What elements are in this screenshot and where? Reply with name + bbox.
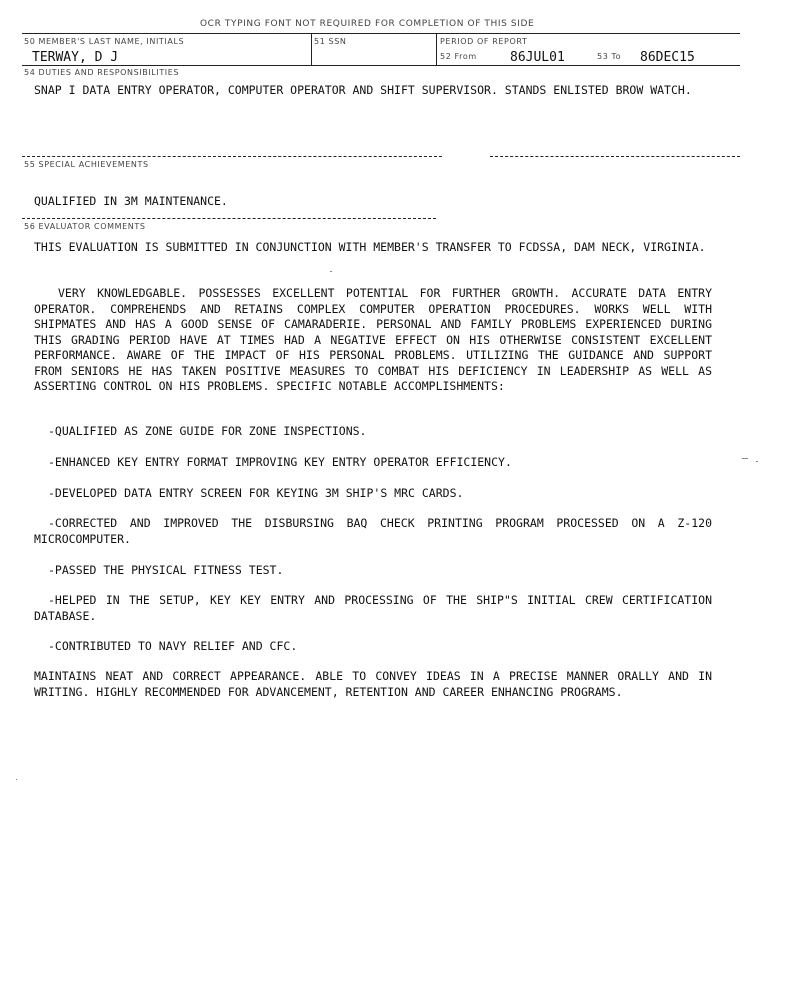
header-bottom-rule <box>22 65 740 66</box>
scan-speck <box>756 461 758 462</box>
achievements-text: QUALIFIED IN 3M MAINTENANCE. <box>34 194 228 208</box>
accomplishment-item: -QUALIFIED AS ZONE GUIDE FOR ZONE INSPECTIONS. <box>48 424 367 438</box>
period-from-value[interactable]: 86JUL01 <box>510 50 565 65</box>
member-name-value[interactable]: TERWAY, D J <box>32 50 119 65</box>
header-divider-1 <box>311 33 312 65</box>
scan-speck <box>330 271 332 272</box>
header-divider-2 <box>436 33 437 65</box>
duties-rule-left <box>22 156 442 157</box>
header-top-rule <box>22 33 740 34</box>
period-from-label: 52 From <box>440 52 477 61</box>
accomplishment-item: -DEVELOPED DATA ENTRY SCREEN FOR KEYING 3M SHIP'S MRC CARDS. <box>48 486 464 500</box>
duties-text: SNAP I DATA ENTRY OPERATOR, COMPUTER OPERATOR AND SHIFT SUPERVISOR. STANDS ENLISTED BROW WATCH. <box>34 83 692 97</box>
accomplishment-item: -CONTRIBUTED TO NAVY RELIEF AND CFC. <box>48 639 298 653</box>
accomplishment-item: -PASSED THE PHYSICAL FITNESS TEST. <box>48 563 284 577</box>
member-name-label: 50 MEMBER'S LAST NAME, INITIALS <box>24 37 185 46</box>
achievements-rule <box>22 218 436 219</box>
period-to-value[interactable]: 86DEC15 <box>640 50 695 65</box>
achievements-label: 55 SPECIAL ACHIEVEMENTS <box>24 160 149 169</box>
comments-label: 56 EVALUATOR COMMENTS <box>24 222 146 231</box>
duties-rule-right <box>490 156 740 157</box>
top-note: OCR TYPING FONT NOT REQUIRED FOR COMPLETION OF THIS SIDE <box>200 19 535 29</box>
accomplishment-item: -CORRECTED AND IMPROVED THE DISBURSING BAQ CHECK PRINTING PROGRAM PROCESSED ON A Z-120 MICROCOMPUTER. <box>34 516 712 546</box>
accomplishment-item: -HELPED IN THE SETUP, KEY KEY ENTRY AND PROCESSING OF THE SHIP"S INITIAL CREW CERTIFICATION DATABASE. <box>34 593 712 623</box>
ssn-label: 51 SSN <box>314 37 347 46</box>
period-of-report-label: PERIOD OF REPORT <box>440 37 528 46</box>
scan-speck <box>742 458 748 459</box>
duties-label: 54 DUTIES AND RESPONSIBILITIES <box>24 68 180 77</box>
period-to-label: 53 To <box>597 52 622 61</box>
comments-intro: THIS EVALUATION IS SUBMITTED IN CONJUNCTION WITH MEMBER'S TRANSFER TO FCDSSA, DAM NECK, VIRGINIA. <box>34 240 706 254</box>
comments-closing: MAINTAINS NEAT AND CORRECT APPEARANCE. ABLE TO CONVEY IDEAS IN A PRECISE MANNER ORALLY AND IN WRITING. HIGHLY RECOMMENDED FOR ADVANCEMENT, RETENTION AND CAREER ENHANCING PROGRAMS. <box>34 669 712 699</box>
scan-speck <box>16 779 17 780</box>
accomplishment-item: -ENHANCED KEY ENTRY FORMAT IMPROVING KEY ENTRY OPERATOR EFFICIENCY. <box>48 455 512 469</box>
comments-paragraph: VERY KNOWLEDGABLE. POSSESSES EXCELLENT POTENTIAL FOR FURTHER GROWTH. ACCURATE DATA ENTRY OPERATOR. COMPREHENDS AND RETAINS COMPLEX COMPUTER OPERATION PROCEDURES. WORKS WELL WITH SHIPMATES AND HAS A GOOD SENSE OF CAMARADERIE. PERSONAL AND FAMILY PROBLEMS EXPERIENCED DURING THIS GRADING PERIOD HAVE AT TIMES HAD A NEGATIVE EFFECT ON HIS OTHERWISE CONSISTENT EXCELLENT PERFORMANCE. AWARE OF THE IMPACT OF HIS PERSONAL PROBLEMS. UTILIZING THE GUIDANCE AND SUPPORT FROM SENIORS HE HAS TAKEN POSITIVE MEASURES TO COMBAT HIS DEFICIENCY IN LEADERSHIP AS WELL AS ASSERTING CONTROL ON HIS PROBLEMS. SPECIFIC NOTABLE ACCOMPLISHMENTS: <box>34 286 712 393</box>
